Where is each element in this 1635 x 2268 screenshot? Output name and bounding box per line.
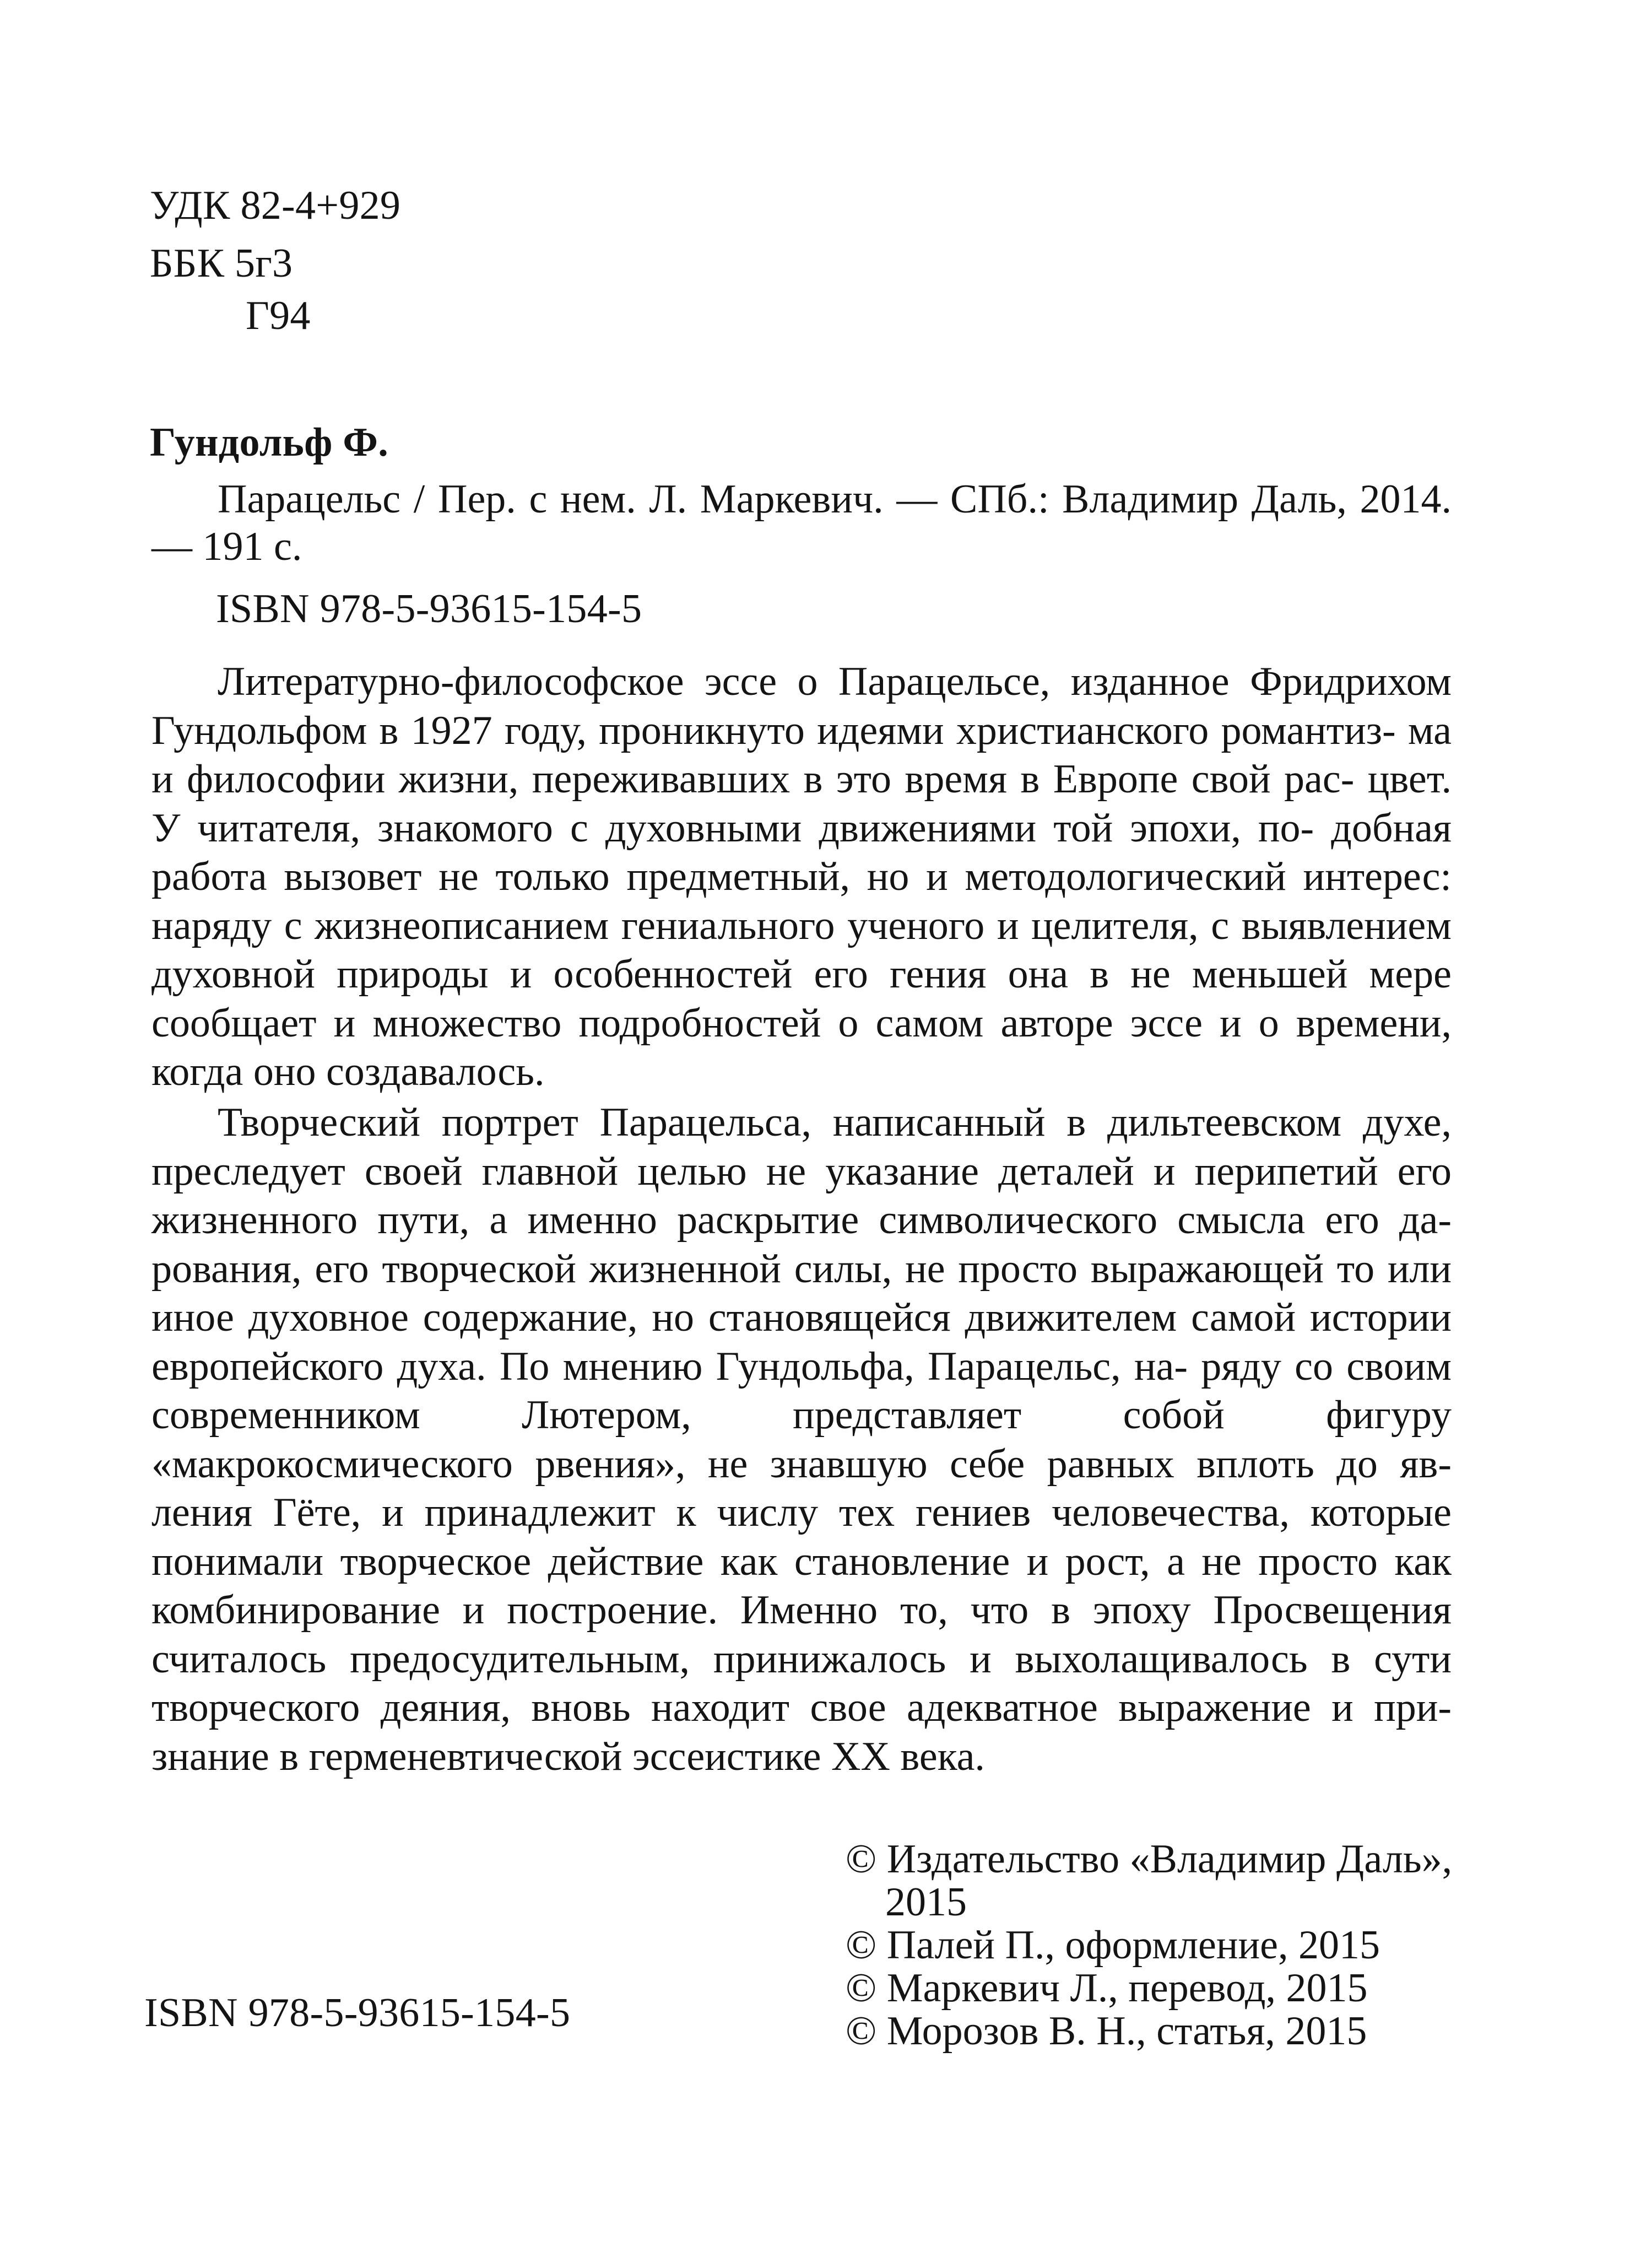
copyright-notices — [846, 1838, 1479, 2053]
copyright-publisher-year: 2015 — [885, 1880, 967, 1925]
abstract-paragraph-2-text: Творческий портрет Парацельса, написанный в дильтеевском духе, преследует своей главной целью не указание деталей и перипетий его жизненного пути, а именно раскрытие символического смысла его да- рования, его творческой жизненной силы, не просто выражающей то или иное духовное содержание, но становящейся движителем самой истории европейского духа. По мнению Гундольфа, Парацельс, на- ряду со своим современником Лютером, представляет собой фигуру «макрокосмического рвения», не знавшую себе равных вплоть до яв- ления Гёте, и принадлежит к числу тех гениев человечества, которые понимали творческое действие как становление и рост, а не просто как комбинирование и построение. Именно то, что в эпоху Просвещения считалось предосудительным, принижалось и выхолащивалось в сути творческого деяния, вновь находит свое адекватное выражение и при- знание в герменевтической эссеистике XX века. — [151, 1100, 1452, 1779]
abstract-paragraph-1 — [151, 657, 1452, 1097]
bbk-code: ББК 5г3 — [150, 241, 293, 286]
footer-isbn: ISBN 978-5-93615-154-5 — [144, 1990, 571, 2035]
author-mark: Г94 — [246, 293, 311, 338]
abstract-paragraph-1-text: Литературно-философское эссе о Парацельсе, изданное Фридрихом Гундольфом в 1927 году, проникнуто идеями христианского романтиз- ма и философии жизни, переживавших в это время в Европе свой рас- цвет. У читателя, знакомого с духовными движениями той эпохи, по- добная работа вызовет не только предметный, но и методологический интерес: наряду с жизнеописанием гениального ученого и целителя, с выявлением духовной природы и особенностей его гения она в не меньшей мере сообщает и множество подробностей о самом авторе эссе и о времени, когда оно создавалось. — [151, 659, 1452, 1094]
author-heading: Гундольф Ф. — [150, 420, 389, 465]
copyright-translation: © Маркевич Л., перевод, 2015 — [846, 1965, 1368, 2011]
abstract-paragraph-2 — [151, 1098, 1452, 1781]
copyright-publisher: © Издательство «Владимир Даль», — [846, 1837, 1453, 1882]
bibliographic-description-text: Парацельс / Пер. с нем. Л. Маркевич. — СПб.: Владимир Даль, 2014. — 191 с. — [151, 477, 1452, 569]
bibliographic-description — [151, 476, 1452, 570]
udk-code: УДК 82-4+929 — [150, 183, 401, 228]
copyright-design: © Палей П., оформление, 2015 — [846, 1923, 1380, 1968]
isbn-line: ISBN 978-5-93615-154-5 — [216, 586, 642, 631]
copyright-article: © Морозов В. Н., статья, 2015 — [846, 2008, 1367, 2054]
